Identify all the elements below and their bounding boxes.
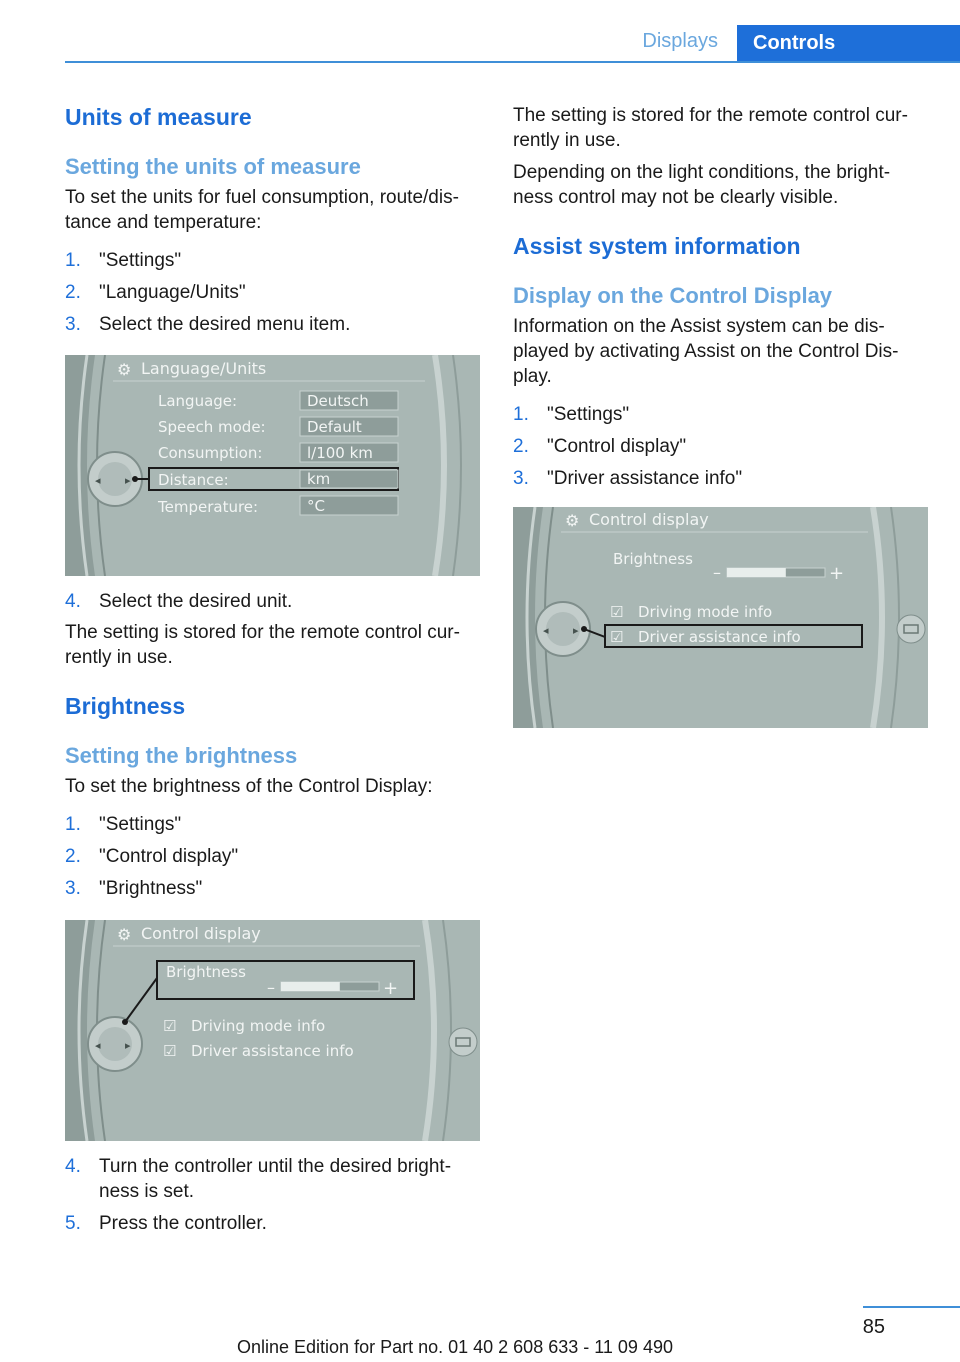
right-column xyxy=(513,103,928,728)
row-value: Deutsch xyxy=(307,392,369,410)
row-value: l/100 km xyxy=(307,444,373,462)
screen-title: Control display xyxy=(589,510,709,529)
row-value: °C xyxy=(307,497,325,515)
controller-left-arrow: ◂ xyxy=(95,474,101,487)
list-item: 3. "Brightness" xyxy=(65,878,203,899)
list-item: 3. "Driver assistance info" xyxy=(513,468,743,489)
language-units-screenshot xyxy=(65,355,480,576)
units-steps-cont xyxy=(65,589,480,614)
option-driver-assist: Driver assistance info xyxy=(638,628,801,646)
footer-rule xyxy=(863,1306,960,1308)
check-icon: ☑ xyxy=(610,628,624,646)
controller-left-arrow: ◂ xyxy=(95,1039,101,1052)
list-item: 2. "Language/Units" xyxy=(65,282,246,303)
check-icon: ☑ xyxy=(163,1042,177,1060)
plus-icon: + xyxy=(829,563,845,584)
controller-right-arrow: ▸ xyxy=(125,1039,131,1052)
check-icon: ☑ xyxy=(163,1017,177,1035)
assist-intro: Information on the Assist system can be dis-played by activating Assist on the Control Dis-play. xyxy=(513,316,899,387)
gear-icon: ⚙ xyxy=(117,925,132,944)
units-steps xyxy=(65,248,480,337)
units-note: The setting is stored for the remote control cur-rently in use. xyxy=(65,622,460,668)
plus-icon: + xyxy=(383,978,399,999)
brightness-fill xyxy=(727,568,786,577)
list-item: 5. Press the controller. xyxy=(65,1213,267,1234)
brightness-screenshot xyxy=(65,920,480,1141)
check-icon: ☑ xyxy=(610,603,624,621)
screen-title: Language/Units xyxy=(141,359,267,378)
brightness-heading: Brightness xyxy=(65,693,186,719)
row-value: Default xyxy=(307,418,362,436)
left-column xyxy=(65,103,480,1236)
screen-title: Control display xyxy=(141,924,261,943)
assist-subheading: Display on the Control Display xyxy=(513,283,833,308)
brightness-fill xyxy=(281,982,340,991)
units-intro: To set the units for fuel consumption, route/dis-tance and temperature: xyxy=(65,187,459,233)
row-value: km xyxy=(307,470,331,488)
edition-note: Online Edition for Part no. 01 40 2 608 633 - 11 09 490 xyxy=(237,1337,673,1357)
visibility-note: Depending on the light conditions, the bright-ness control may not be clearly visible. xyxy=(513,162,891,208)
page-number: 85 xyxy=(862,1316,885,1338)
brightness-intro: To set the brightness of the Control Display: xyxy=(65,776,433,797)
option-driving-mode: Driving mode info xyxy=(638,603,773,621)
row-label: Speech mode: xyxy=(158,418,266,436)
assist-screenshot xyxy=(513,507,928,728)
list-item: 4. Select the desired unit. xyxy=(65,591,293,612)
option-driving-mode: Driving mode info xyxy=(191,1017,326,1035)
assist-heading: Assist system information xyxy=(513,233,801,259)
remote-note: The setting is stored for the remote control cur-rently in use. xyxy=(513,105,908,151)
row-label: Temperature: xyxy=(158,498,259,516)
list-item: 1. "Settings" xyxy=(65,250,182,271)
row-label: Language: xyxy=(158,392,238,410)
minus-icon: – xyxy=(267,978,275,997)
brightness-label: Brightness xyxy=(166,963,246,981)
brightness-steps-cont xyxy=(65,1154,480,1236)
header-rule xyxy=(65,61,960,63)
list-item: 2. "Control display" xyxy=(65,846,239,867)
header-section-label: Displays xyxy=(642,30,718,52)
controller-right-arrow: ▸ xyxy=(125,474,131,487)
list-item: 1. "Settings" xyxy=(513,404,630,425)
controller-right-arrow: ▸ xyxy=(573,624,579,637)
gear-icon: ⚙ xyxy=(565,511,580,530)
brightness-steps xyxy=(65,812,480,901)
units-subheading: Setting the units of measure xyxy=(65,154,361,179)
controller-left-arrow: ◂ xyxy=(543,624,549,637)
list-item: 1. "Settings" xyxy=(65,814,182,835)
option-driver-assist: Driver assistance info xyxy=(191,1042,354,1060)
row-label: Distance: xyxy=(158,471,229,489)
list-item: 2. "Control display" xyxy=(513,436,687,457)
brightness-label: Brightness xyxy=(613,550,693,568)
assist-steps xyxy=(513,402,928,491)
units-heading: Units of measure xyxy=(65,104,252,130)
list-item: 3. Select the desired menu item. xyxy=(65,314,351,335)
list-item: 4. Turn the controller until the desired bright-ness is set. xyxy=(65,1156,452,1202)
row-label: Consumption: xyxy=(158,444,263,462)
brightness-subheading: Setting the brightness xyxy=(65,743,298,768)
minus-icon: – xyxy=(713,563,721,582)
header-chapter-tab: Controls xyxy=(737,25,960,62)
gear-icon: ⚙ xyxy=(117,360,132,379)
